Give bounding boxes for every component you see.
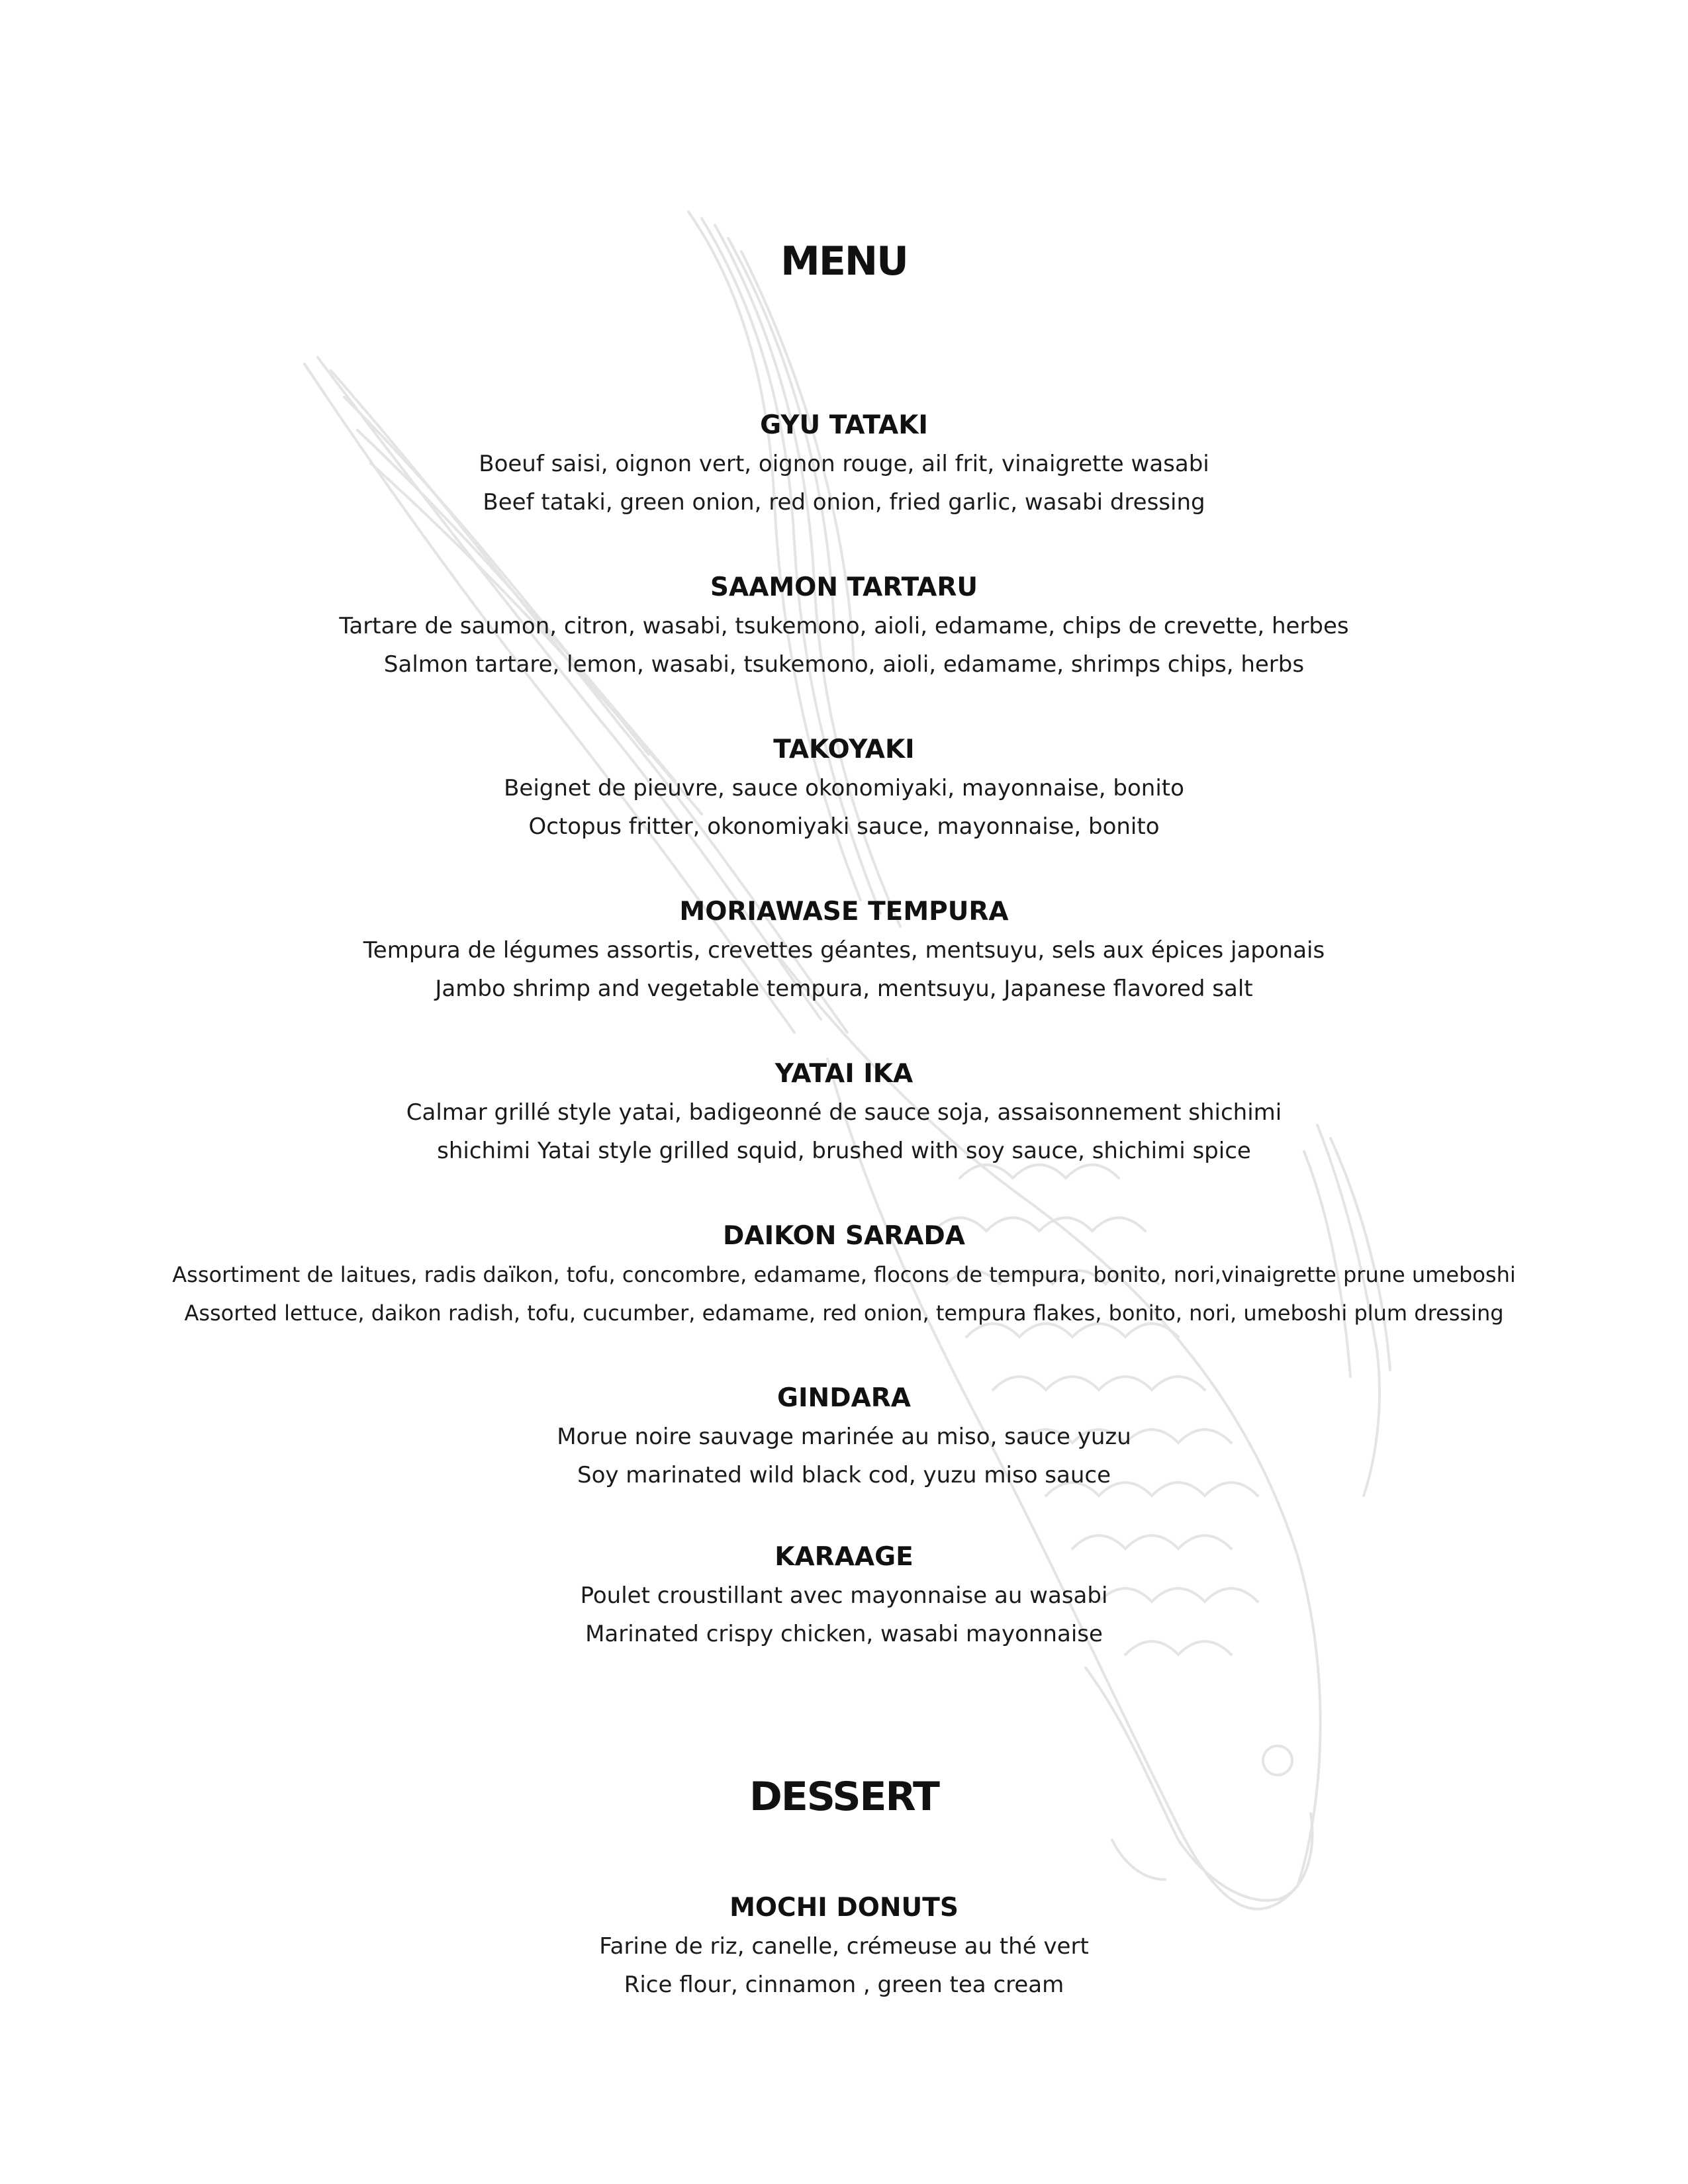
- dish-name: KARAAGE: [774, 1542, 914, 1572]
- dish-name: GYU TATAKI: [760, 410, 928, 440]
- dish-name: GINDARA: [777, 1383, 911, 1413]
- dish-name: DAIKON SARADA: [723, 1221, 965, 1251]
- dish-description-fr: Beignet de pieuvre, sauce okonomiyaki, mayonnaise, bonito: [504, 775, 1184, 801]
- dish-description-fr: Poulet croustillant avec mayonnaise au wasabi: [580, 1582, 1108, 1609]
- dish-description-fr: Calmar grillé style yatai, badigeonné de sauce soja, assaisonnement shichimi: [406, 1099, 1282, 1126]
- dish-name: MOCHI DONUTS: [729, 1893, 959, 1923]
- dish-takoyaki: [0, 731, 1688, 846]
- dish-saamon-tartaru: [0, 569, 1688, 684]
- dish-karaage: [0, 1538, 1688, 1653]
- dish-description-fr: Tempura de légumes assortis, crevettes géantes, mentsuyu, sels aux épices japonais: [363, 937, 1325, 964]
- dish-gindara: [0, 1379, 1688, 1494]
- dish-yatai-ika: [0, 1055, 1688, 1170]
- dish-description-en: Assorted lettuce, daikon radish, tofu, cucumber, edamame, red onion, tempura flakes, bonito, nori, umeboshi plum dressing: [184, 1300, 1504, 1326]
- dish-description-en: Soy marinated wild black cod, yuzu miso sauce: [577, 1462, 1111, 1488]
- dish-description-en: shichimi Yatai style grilled squid, brushed with soy sauce, shichimi spice: [437, 1138, 1251, 1164]
- dish-description-fr: Assortiment de laitues, radis daïkon, tofu, concombre, edamame, flocons de tempura, bonito, nori,vinaigrette prune umeboshi: [172, 1262, 1516, 1287]
- dish-description-en: Beef tataki, green onion, red onion, fried garlic, wasabi dressing: [483, 489, 1205, 516]
- dish-description-fr: Morue noire sauvage marinée au miso, sauce yuzu: [557, 1424, 1131, 1450]
- dish-name: MORIAWASE TEMPURA: [679, 897, 1009, 927]
- dish-description-en: Jambo shrimp and vegetable tempura, mentsuyu, Japanese flavored salt: [435, 976, 1253, 1002]
- dish-description-en: Octopus fritter, okonomiyaki sauce, mayonnaise, bonito: [528, 813, 1160, 840]
- dish-name: YATAI IKA: [774, 1059, 914, 1089]
- dish-daikon-sarada: [0, 1217, 1688, 1332]
- dish-description-en: Rice flour, cinnamon , green tea cream: [624, 1972, 1064, 1998]
- dish-gyu-tataki: [0, 406, 1688, 522]
- dish-description-fr: Tartare de saumon, citron, wasabi, tsukemono, aioli, edamame, chips de crevette, herbes: [339, 613, 1349, 639]
- dish-description-en: Marinated crispy chicken, wasabi mayonnaise: [585, 1621, 1103, 1647]
- dish-name: TAKOYAKI: [773, 735, 915, 764]
- dessert-heading: DESSERT: [749, 1774, 939, 1820]
- dish-description-fr: Boeuf saisi, oignon vert, oignon rouge, ail frit, vinaigrette wasabi: [479, 451, 1209, 477]
- dish-mochi-donuts: [0, 1889, 1688, 2004]
- dish-name: SAAMON TARTARU: [710, 572, 978, 602]
- dish-moriawase-tempura: [0, 893, 1688, 1008]
- dish-description-fr: Farine de riz, canelle, crémeuse au thé vert: [599, 1933, 1089, 1960]
- dish-description-en: Salmon tartare, lemon, wasabi, tsukemono, aioli, edamame, shrimps chips, herbs: [383, 651, 1305, 678]
- menu-heading: MENU: [780, 238, 908, 285]
